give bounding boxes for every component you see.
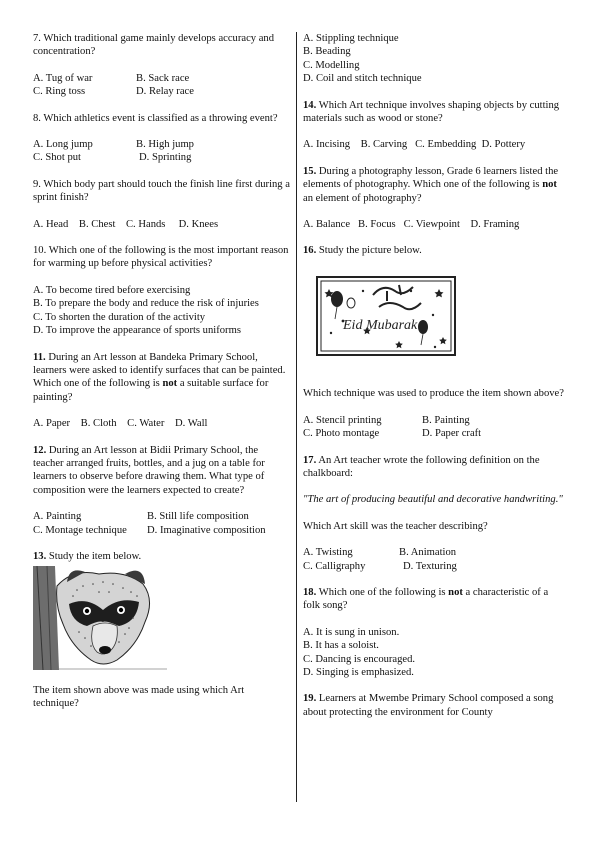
eid-mubarak-stencil-image (303, 261, 463, 373)
q18-stem-pre: Which one of the following is (316, 586, 449, 598)
q7-option-d[interactable]: D. Relay race (136, 86, 194, 98)
question-12-options-row1 (33, 510, 291, 523)
question-14-options[interactable]: A. Incising B. Carving C. Embedding D. Pottery (303, 139, 526, 151)
question-13-followup: The item shown above was made using which Art technique? (33, 684, 245, 710)
q14-stem-text: Which Art technique involves shaping objects by cutting materials such as wood or stone? (303, 99, 560, 125)
question-11-options[interactable]: A. Paper B. Cloth C. Water D. Wall (33, 418, 208, 430)
q12-option-b[interactable]: B. Still life composition (147, 511, 249, 523)
q17-quote (303, 493, 565, 506)
question-18-stem (303, 586, 565, 613)
question-12-stem (33, 444, 291, 498)
question-16-options-row2 (303, 427, 565, 440)
q17-quote-text: "The art of producing beautiful and decorative handwriting." (303, 494, 563, 506)
q8-option-b[interactable]: B. High jump (136, 139, 194, 151)
column-divider (296, 32, 297, 802)
q12-option-d[interactable]: D. Imaginative composition (147, 524, 266, 536)
question-15-stem (303, 165, 565, 205)
q16-option-a[interactable]: A. Stencil printing (303, 414, 382, 426)
question-16-options-row1 (303, 414, 565, 427)
q8-option-c[interactable]: C. Shot put (33, 152, 81, 164)
q11-stem-pre: During an Art lesson at Bandeka Primary School, learners were asked to identify surfaces that can be painted. Which one of the following is (33, 351, 286, 390)
question-7-stem: 7. Which traditional game mainly develops accuracy and concentration? (33, 33, 275, 58)
question-11-stem (33, 351, 291, 405)
question-15-options[interactable]: A. Balance B. Focus C. Viewpoint D. Framing (303, 219, 520, 231)
q12-number: 12. (33, 444, 47, 456)
question-7-options-row1 (33, 72, 291, 85)
q18-stem-bold: not (448, 586, 463, 598)
question-12-options-row2 (33, 524, 291, 537)
q18-stem-post: a characteristic of a folk song? (303, 586, 549, 612)
eid-mubarak-text: Eid Mubarak (343, 317, 418, 333)
q7-option-a[interactable]: A. Tug of war (33, 72, 93, 84)
q15-stem-post: an element of photography? (303, 192, 422, 204)
left-column (33, 32, 291, 711)
q12-option-a[interactable]: A. Painting (33, 511, 82, 523)
right-column (303, 32, 565, 719)
question-8-options-row1 (33, 138, 291, 151)
q8-option-d[interactable]: D. Sprinting (139, 152, 192, 164)
q11-stem-bold: not (162, 378, 178, 390)
q17-number: 17. (303, 454, 317, 466)
question-8-options-row2 (33, 151, 291, 164)
q19-number: 19. (303, 693, 317, 705)
q13-option-d[interactable]: D. Coil and stitch technique (303, 73, 422, 85)
q17-ask: Which Art skill was the teacher describing? (303, 520, 488, 532)
q13-number: 13. (33, 550, 47, 562)
q18-option-b[interactable]: B. It has a soloist. (303, 640, 379, 652)
q18-option-a[interactable]: A. It is sung in unison. (303, 626, 400, 638)
q11-number: 11. (33, 351, 46, 363)
q13-option-a[interactable]: A. Stippling technique (303, 33, 399, 44)
question-19-stem (303, 692, 565, 719)
question-16-followup: Which technique was used to produce the item shown above? (303, 388, 564, 400)
question-9-options[interactable]: A. Head B. Chest C. Hands D. Knees (33, 218, 219, 230)
q15-number: 15. (303, 165, 317, 177)
q18-number: 18. (303, 586, 317, 598)
q18-option-c[interactable]: C. Dancing is encouraged. (303, 653, 416, 665)
q14-number: 14. (303, 99, 317, 111)
q7-option-c[interactable]: C. Ring toss (33, 86, 86, 98)
q17-option-d[interactable]: D. Texturing (403, 560, 457, 572)
q10-option-d[interactable]: D. To improve the appearance of sports uniforms (33, 325, 241, 337)
q16-number: 16. (303, 245, 317, 257)
question-17-options-row1 (303, 546, 565, 559)
q16-option-d[interactable]: D. Paper craft (422, 428, 482, 440)
q12-stem-text: During an Art lesson at Bidii Primary School, the teacher arranged fruits, bottles, and a jug on a table for learners to observe before drawing them. What type of composition were the learners expected to create? (33, 444, 265, 496)
question-13-stem (33, 550, 291, 563)
q17-option-a[interactable]: A. Twisting (303, 547, 353, 559)
question-16-stem (303, 244, 565, 257)
raccoon-stipple-image (33, 566, 167, 670)
q10-option-c[interactable]: C. To shorten the duration of the activity (33, 311, 206, 323)
q11-stem-post: a suitable surface for painting? (33, 378, 269, 403)
q18-option-d[interactable]: D. Singing is emphasized. (303, 666, 414, 678)
q15-stem-pre: During a photography lesson, Grade 6 learners listed the elements of photography. Which one of the following is (303, 165, 559, 191)
question-7-options-row2 (33, 85, 291, 98)
q10-option-b[interactable]: B. To prepare the body and reduce the risk of injuries (33, 298, 259, 310)
question-17-options-row2 (303, 560, 565, 573)
q16-option-c[interactable]: C. Photo montage (303, 428, 380, 440)
q16-stem-text: Study the picture below. (316, 245, 422, 257)
q16-option-b[interactable]: B. Painting (422, 414, 470, 426)
q13-stem-text: Study the item below. (46, 550, 142, 562)
question-17-stem (303, 454, 565, 481)
q12-option-c[interactable]: C. Montage technique (33, 524, 127, 536)
question-14-stem (303, 99, 565, 126)
q10-option-a[interactable]: A. To become tired before exercising (33, 284, 191, 296)
q15-stem-bold: not (542, 179, 557, 191)
question-9-stem: 9. Which body part should touch the finish line first during a sprint finish? (33, 178, 290, 204)
q17-option-c[interactable]: C. Calligraphy (303, 560, 366, 572)
q19-stem-text: Learners at Mwembe Primary School composed a song about protecting the environment for County (303, 693, 554, 718)
question-8-stem: 8. Which athletics event is classified as a throwing event? (33, 112, 278, 124)
q13-option-b[interactable]: B. Beading (303, 46, 351, 58)
q17-stem-text: An Art teacher wrote the following definition on the chalkboard: (303, 454, 540, 479)
q8-option-a[interactable]: A. Long jump (33, 139, 93, 151)
q17-option-b[interactable]: B. Animation (399, 547, 457, 559)
q13-option-c[interactable]: C. Modelling (303, 59, 360, 71)
q7-option-b[interactable]: B. Sack race (136, 72, 190, 84)
question-10-stem: 10. Which one of the following is the most important reason for warming up before physical activities? (33, 245, 289, 270)
